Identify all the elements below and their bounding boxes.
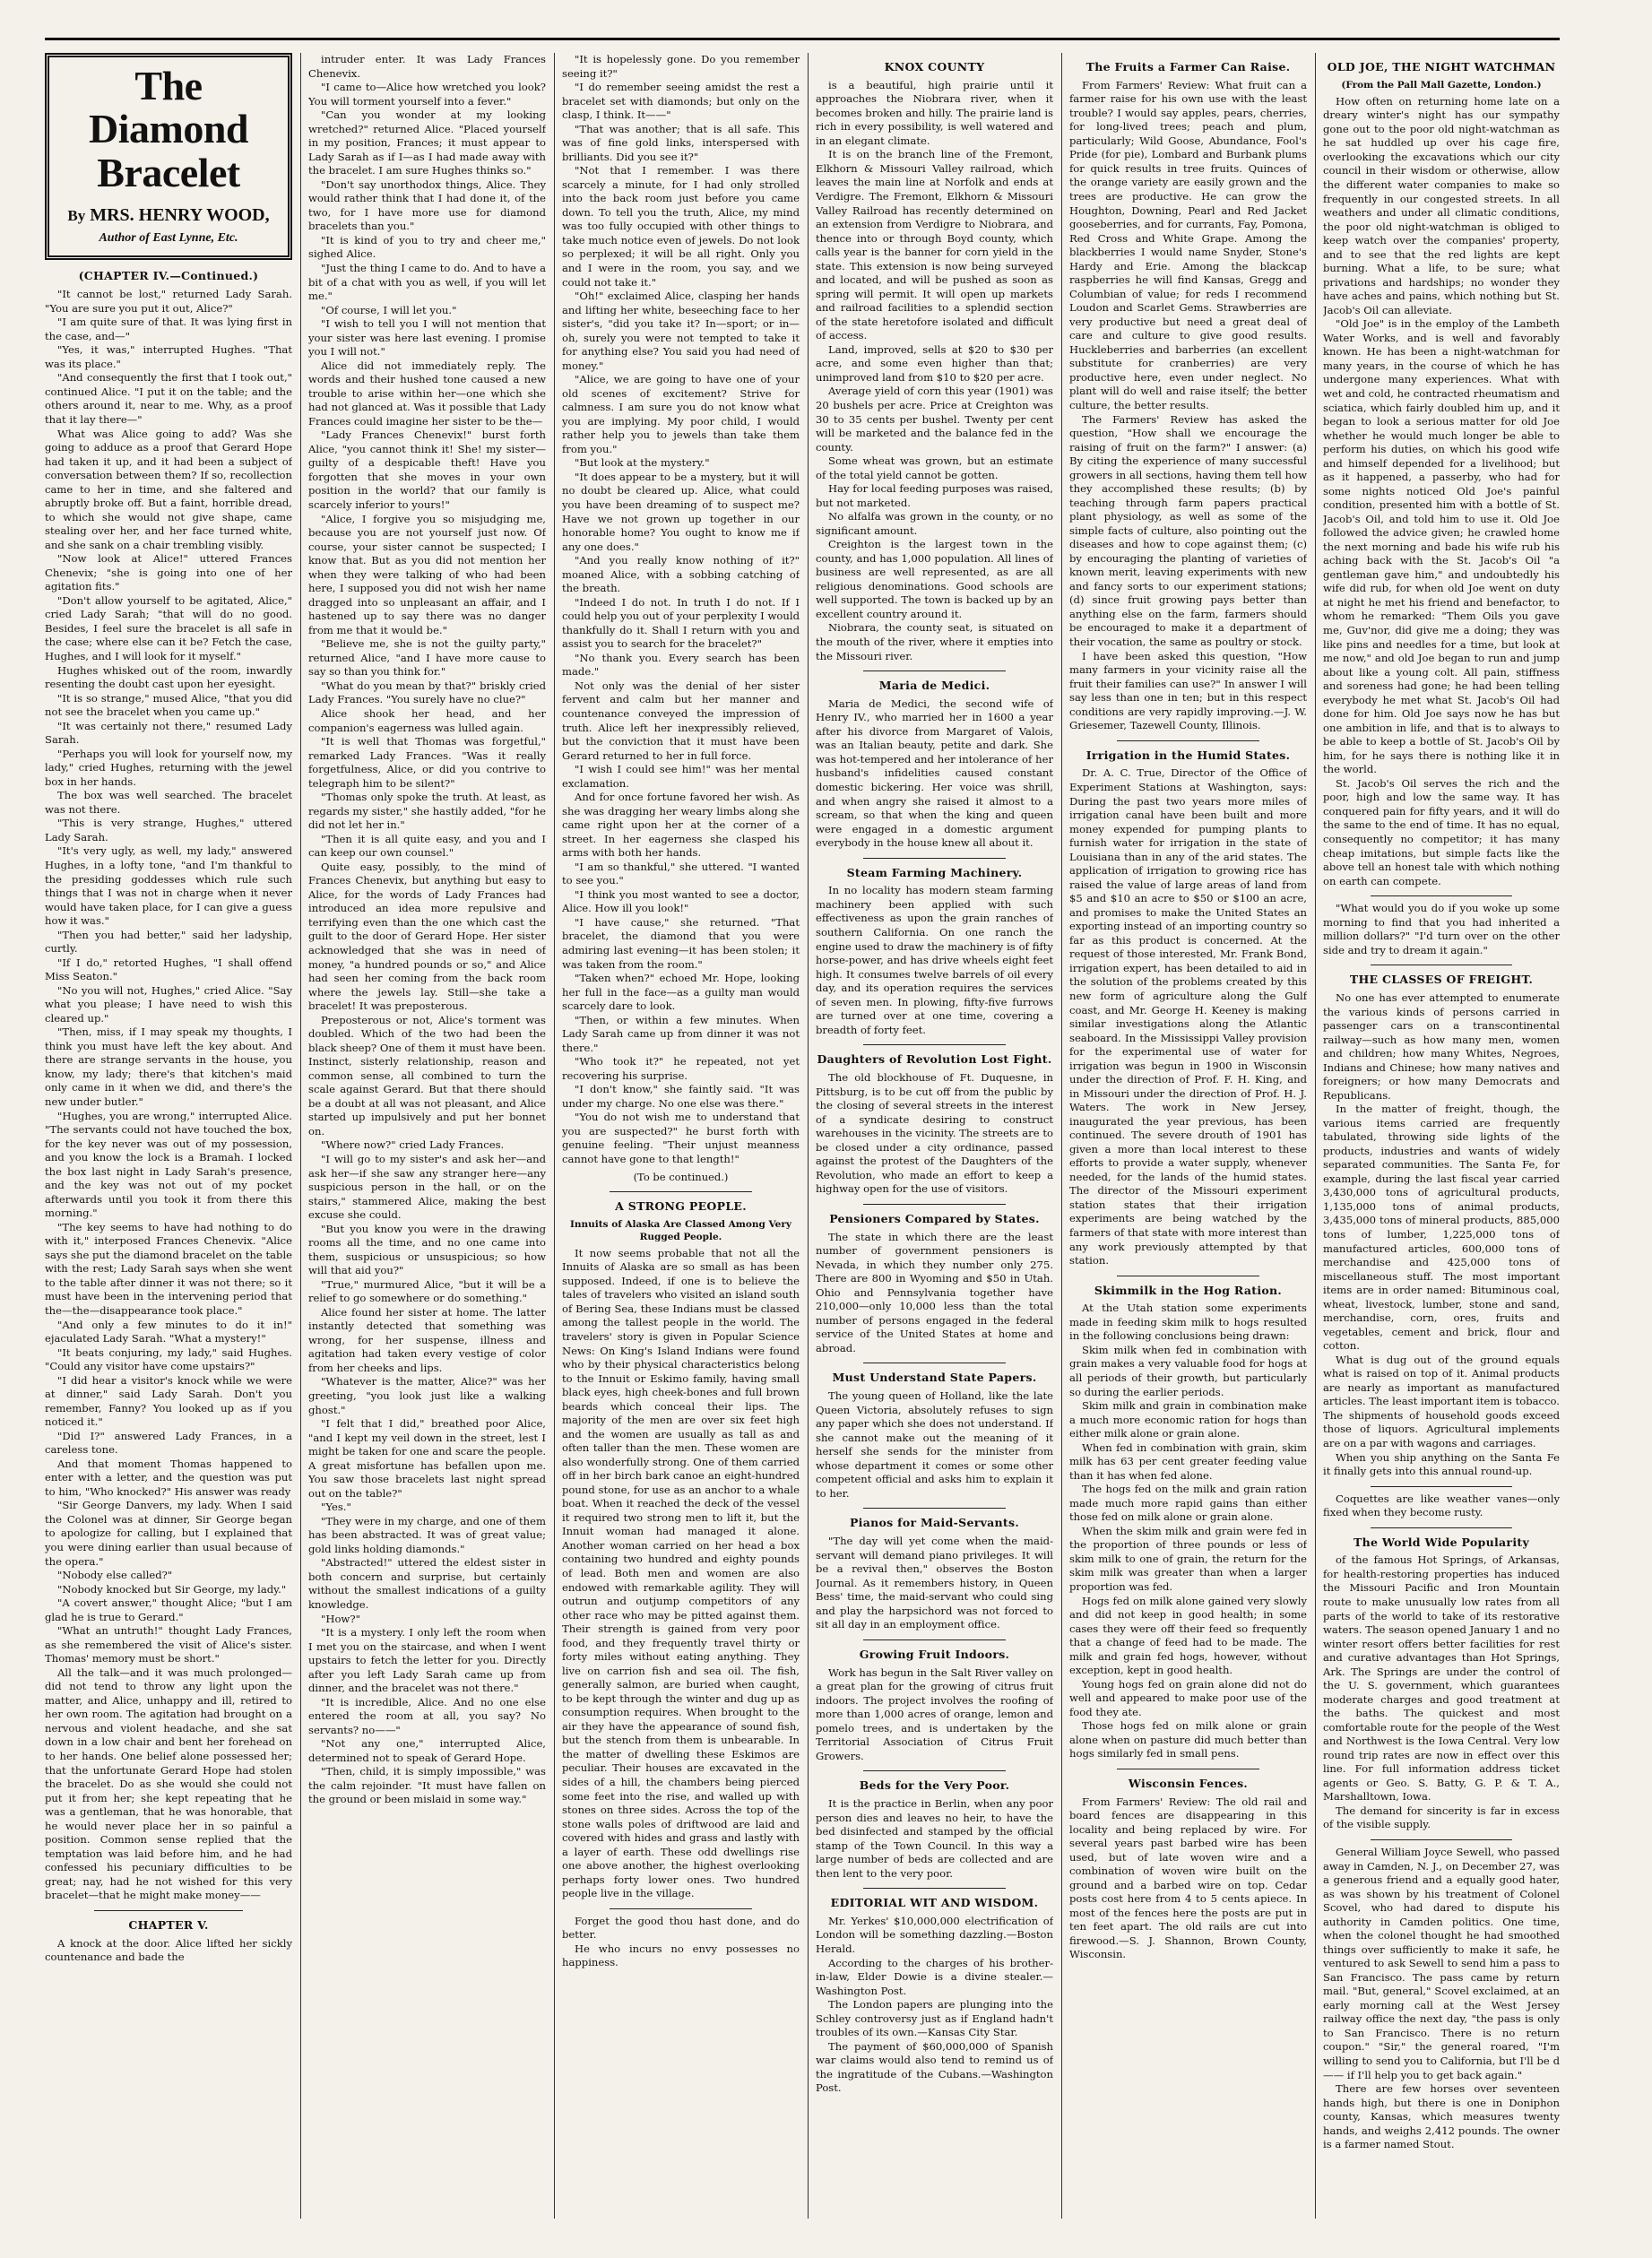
paragraph: "I have cause," she returned. "That bracelet, the diamond that you were admiring last evening—it has been stolen; it was taken from the room." (562, 915, 800, 971)
paragraph: "I think you most wanted to see a doctor, Alice. How ill you look!" (562, 887, 800, 915)
paragraph: Forget the good thou hast done, and do better. (562, 1914, 800, 1942)
paragraph: "I do remember seeing amidst the rest a bracelet set with diamonds; but only on the clasp, I think. It——" (562, 81, 800, 122)
article-heading: Beds for the Very Poor. (859, 1778, 1010, 1793)
paragraph: "It is a mystery. I only left the room when I met you on the staircase, and when I went upstairs to fetch the letter for you. Directly after you left Lady Sarah came up from dinner, and the bracelet was not there." (308, 1626, 546, 1695)
paragraph: "It cannot be lost," returned Lady Sarah. "You are sure you put it out, Alice?" (45, 288, 292, 315)
paragraph: Creighton is the largest town in the county, and has 1,000 population. All lines of business are well represented, as are all religious denominations. Good schools are well supported. The town is backed up by an excellent country around it. (816, 538, 1053, 620)
paragraph: "Then it is all quite easy, and you and I can keep our own counsel." (308, 832, 546, 860)
article-separator (610, 1191, 752, 1192)
paragraph: "I am so thankful," she uttered. "I wanted to see you." (562, 860, 800, 887)
paragraph: And for once fortune favored her wish. As she was dragging her weary limbs along she came right upon her at the corner of a street. In her eagerness she clasped his arms with both her hands. (562, 791, 800, 860)
paragraph: "It is hopelessly gone. Do you remember seeing it?" (562, 53, 800, 80)
paragraph: "No thank you. Every search has been made." (562, 651, 800, 679)
paragraph: Hughes whisked out of the room, inwardly resenting the doubt cast upon her eyesight. (45, 663, 292, 691)
paragraph: Some wheat was grown, but an estimate of the total yield cannot be gotten. (816, 454, 1053, 481)
column-6-body (1323, 60, 1560, 2152)
paragraph: "Nobody knocked but Sir George, my lady." (57, 1582, 287, 1596)
paragraph: "Then, miss, if I may speak my thoughts, I think you must have left the key about. And there are strange servants in the house, you know, my lady; there's that kitchen's maid only came in it when we did, and there's the new under butler." (45, 1025, 292, 1108)
paragraph: "It's very ugly, as well, my lady," answered Hughes, in a lofty tone, "and I'm thankful to the presiding goddesses which rule such things that I was not in charge when it never would have taken place, for I can give a guess how it was." (45, 844, 292, 928)
article-separator (1371, 1486, 1512, 1487)
paragraph: "I am quite sure of that. It was lying first in the case, and—" (45, 316, 292, 342)
paragraph: "I came to—Alice how wretched you look? You will torment yourself into a fever." (308, 81, 546, 108)
article-heading: EDITORIAL WIT AND WISDOM. (830, 1896, 1039, 1910)
paragraph: No one has ever attempted to enumerate the various kinds of persons carried in passenger cars on a transcontinental railway—such as how many men, women and children; how many Whites, Negroes, Indians and Chinese; how many natives and foreigners; or how many Democrats and Republicans. (1323, 991, 1560, 1102)
paragraph: "I felt that I did," breathed poor Alice, "and I kept my veil down in the street, lest I might be taken for one and scare the people. A great misfortune has befallen upon me. You saw those bracelets last night spread out on the table?" (308, 1417, 546, 1500)
paragraph: "It does appear to be a mystery, but it will no doubt be cleared up. Alice, what could you have been dreaming of to suspect me? Have we not grown up together in our honorable home? You ought to know me if any one does." (562, 470, 800, 553)
paragraph: The demand for sincerity is far in excess of the visible supply. (1323, 1804, 1560, 1831)
paragraph: "That was another; that is all safe. This was of fine gold links, interspersed with brilliants. Did you see it?" (562, 122, 800, 163)
paragraph: Young hogs fed on grain alone did not do well and appeared to make poor use of the food they ate. (1069, 1677, 1307, 1718)
article-heading: The Fruits a Farmer Can Raise. (1085, 60, 1291, 74)
paragraph: "Whatever is the matter, Alice?" was her greeting, "you look just like a walking ghost." (308, 1375, 546, 1416)
article-separator (863, 1770, 1006, 1771)
paragraph: At the Utah station some experiments made in feeding skim milk to hogs resulted in the following conclusions being drawn: (1069, 1302, 1307, 1343)
article-separator (863, 1204, 1006, 1205)
paragraph: "But you know you were in the drawing rooms all the time, and no one came into them, suspicious or unsuspicious; so how will that aid you?" (308, 1222, 546, 1277)
paragraph: "A covert answer," thought Alice; "but I am glad he is true to Gerard." (45, 1596, 292, 1623)
article-heading: The World Wide Popularity (1353, 1535, 1530, 1549)
paragraph: According to the charges of his brother-in-law, Elder Dowie is a divine stealer.—Washington Post. (816, 1956, 1053, 1997)
paragraph: Work has begun in the Salt River valley on a great plan for the growing of citrus fruit indoors. The project involves the roofing of more than 1,000 acres of orange, lemon and pomelo trees, and is undertaken by the Territorial Association of Citrus Fruit Growers. (816, 1665, 1053, 1762)
paragraph: intruder enter. It was Lady Frances Chenevix. (308, 53, 546, 80)
continued-note: (To be continued.) (633, 1170, 729, 1183)
paragraph: "Don't allow yourself to be agitated, Alice," cried Lady Sarah; "that will do no good. Besides, I feel sure the bracelet is all safe in the case; where else can it be? Fetch the case, Hughes, and I will look for it myself." (45, 593, 292, 662)
paragraph: "True," murmured Alice, "but it will be a relief to go somewhere or do something." (308, 1277, 546, 1305)
paragraph: Preposterous or not, Alice's torment was doubled. Which of the two had been the black sheep? One of them it must have been. Instinct, sisterly relationship, reason and common sense, all combined to turn the scale against Gerard. But that there should be a doubt at all was not pleasant, and Alice started up impulsively and put her bonnet on. (308, 1013, 546, 1138)
paragraph: "I did hear a visitor's knock while we were at dinner," said Lady Sarah. Don't you remember, Fanny? You looked up as if you noticed it." (45, 1373, 292, 1429)
paragraph: "Alice, we are going to have one of your old scenes of excitement? Strive for calmness. I am sure you do not know what you are implying. My poor child, I would rather help you to jewels than take them from you." (562, 373, 800, 455)
paragraph: "Yes, it was," interrupted Hughes. "That was its place." (45, 343, 292, 370)
paragraph: The payment of $60,000,000 of Spanish war claims would also tend to remind us of the ingratitude of the Cubans.—Washington Post. (816, 2039, 1053, 2095)
paragraph: "Believe me, she is not the guilty party," returned Alice, "and I have more cause to say so than you think for." (308, 637, 546, 679)
paragraph: When you ship anything on the Santa Fe it finally gets into this annual round-up. (1323, 1450, 1560, 1478)
article-separator (1371, 1839, 1512, 1840)
paragraph: Mr. Yerkes' $10,000,000 electrification of London will be something dazzling.—Boston Herald. (816, 1914, 1053, 1955)
article-subheading: Innuits of Alaska Are Classed Among Very Rugged People. (569, 1218, 792, 1242)
column-6 (1323, 53, 1560, 2219)
paragraph: "Old Joe" is in the employ of the Lambeth Water Works, and is well and favorably known. He has been a night-watchman for many years, in the course of which he has undergone many experiences. What with wet and cold, he contracted rheumatism and sciatica, which fairly doubled him up, and it began to look a serious matter for old Joe whether he would much longer be able to perform his duties, on which his good wife and himself depended for a livelihood; but as it happened, a passerby, who had for some nights noticed Old Joe's painful condition, presented him with a bottle of St. Jacob's Oil, and told him to use it. Old Joe followed the advice given; he crawled home the next morning and bade his wife rub his aching back with the St. Jacob's Oil "a gentleman gave him," and undoubtedly his wife did rub, for when old Joe went on duty at night he met his friend and benefactor, to whom he remarked: "Them Oils you gave me, Guv'nor, did give me a doing; they was like pins and needles for a time, but look at me now," and old Joe began to run and jump about like a young colt. All pain, stiffness and soreness had gone; he had been telling everybody he met what St. Jacob's Oil had done for him. Old Joe says now he has but one ambition in life, and that is to always to be able to keep a bottle of St. Jacob's Oil by him, for he says there is nothing like it in the world. (1323, 317, 1560, 776)
paragraph: "It beats conjuring, my lady," said Hughes. "Could any visitor have come upstairs?" (45, 1345, 292, 1373)
paragraph: "The key seems to have had nothing to do with it," interposed Frances Chenevix. "Alice says she put the diamond bracelet on the table with the rest; Lady Sarah says when she went to the table after dinner it was not there; so it must have been in the intervening period that the—the—disappearance took place." (45, 1220, 292, 1317)
column-4 (816, 53, 1053, 2219)
paragraph: "Sir George Danvers, my lady. When I said the Colonel was at dinner, Sir George began to apologize for calling, but I explained that you were dining earlier than usual because of the opera." (45, 1499, 292, 1568)
paragraph: Hogs fed on milk alone gained very slowly and did not keep in good health; in some cases they were off their feed so frequently that a change of feed had to be made. The milk and grain fed hogs, however, without exception, kept in good health. (1069, 1594, 1307, 1677)
paragraph: "Then, child, it is simply impossible," was the calm rejoinder. "It must have fallen on the ground or been mislaid in some way." (308, 1765, 546, 1806)
byline-author: MRS. HENRY WOOD, (90, 204, 270, 225)
column-1 (45, 53, 292, 2219)
paragraph: Land, improved, sells at $20 to $30 per acre, and some even higher than that; unimproved land from $10 to $20 per acre. (816, 342, 1053, 384)
paragraph: "Not that I remember. I was there scarcely a minute, for I had only strolled into the back room just before you came down. To tell you the truth, Alice, my mind was too fully occupied with other things to take much notice even of jewels. Do not look so perplexed; it will be all right. Only you and I were in the room, you say, and we could not take it." (562, 164, 800, 289)
article-subheading: (From the Pall Mall Gazette, London.) (1341, 79, 1542, 91)
paragraph: Skim milk and grain in combination make a much more economic ration for hogs than either milk alone or grain alone. (1069, 1399, 1307, 1440)
paragraph: "It is well that Thomas was forgetful," remarked Lady Frances. "Was it really forgetfulness, Alice, or did you contrive to telegraph him to be silent?" (308, 735, 546, 790)
paragraph: "Oh!" exclaimed Alice, clasping her hands and lifting her white, beseeching face to her sister's, "did you take it? In—sport; or in—oh, surely you were not tempted to take it for anything else? You said you had need of money." (562, 290, 800, 372)
paragraph: What was Alice going to add? Was she going to adduce as a proof that Gerard Hope had taken it up, and it had been a subject of conversation between them? If so, recollection came to her in time, and she faltered and abruptly broke off. But a faint, horrible dread, to which she would not give shape, came stealing over her, and her face turned white, and she sank on a chair trembling visibly. (45, 427, 292, 551)
paragraph: Dr. A. C. True, Director of the Office of Experiment Stations at Washington, says: During the past two years more miles of irrigation canal have been built and more money expended for pumping plants to furnish water for irrigation in the state of Louisiana than in any of the arid states. The application of irrigation to growing rice has raised the value of large areas of land from $5 and $10 an acre to $50 or $100 an acre, and promises to make the United States an exporting instead of an importing country so far as this product is concerned. At the request of those interested, Mr. Frank Bond, irrigation expert, has been detailed to aid in the solution of the problems created by this new form of agriculture along the Gulf coast, and Mr. George H. Keeney is making similar investigations along the Atlantic seaboard. In the Mississippi Valley provision for the experimental use of water for irrigation was begun in 1900 in Wisconsin under the direction of Prof. F. H. King, and in Missouri under the direction of Prof. H. J. Waters. The work in New Jersey, inaugurated the year previous, has been continued. The severe drouth of 1901 has given a more than local interest to these efforts to provide a water supply, whenever needed, for the lands of the humid states. The director of the Missouri experiment station states that their irrigation experiments are being watched by the farmers of that state with more interest than any work previously attempted by that station. (1069, 766, 1307, 1267)
column-rule (808, 53, 809, 2219)
column-5-body (1069, 60, 1307, 1962)
article-separator (863, 1508, 1006, 1509)
byline (55, 203, 282, 228)
paragraph: "Perhaps you will look for yourself now, my lady," cried Hughes, returning with the jewel box in her hands. (45, 747, 292, 788)
paragraph: Coquettes are like weather vanes—only fixed when they become rusty. (1323, 1492, 1560, 1519)
column-1-body (45, 269, 292, 1964)
paragraph: "Thomas only spoke the truth. At least, as regards my sister," she hastily added, "for he did not let her in." (308, 791, 546, 832)
paragraph: "Where now?" cried Lady Frances. (321, 1138, 505, 1152)
paragraph: Not only was the denial of her sister fervent and calm but her manner and countenance conveyed the impression of truth. Alice left her inexpressibly relieved, but the conviction that it must have been Gerard returned to her in full force. (562, 679, 800, 762)
article-heading: Pensioners Compared by States. (829, 1211, 1040, 1225)
column-2 (308, 53, 546, 2219)
article-separator (94, 1910, 243, 1911)
paragraph: "Can you wonder at my looking wretched?" returned Alice. "Placed yourself in my position, Frances; it must appear to Lady Sarah as if I—as I had made away with the bracelet. I am sure Hughes thinks so." (308, 108, 546, 177)
article-heading: Steam Farming Machinery. (846, 865, 1023, 879)
byline-prefix: By (67, 206, 86, 224)
article-separator (610, 1908, 752, 1909)
paragraph: "How?" (321, 1612, 360, 1625)
paragraph: "But look at the mystery." (575, 456, 710, 470)
column-rule (1315, 53, 1316, 2219)
paragraph: "I don't know," she faintly said. "It was under my charge. No one else was there." (562, 1083, 800, 1110)
paragraph: The box was well searched. The bracelet was not there. (45, 789, 292, 816)
paragraph: "Abstracted!" uttered the eldest sister in both concern and surprise, but certainly without the smallest indications of a guilty knowledge. (308, 1556, 546, 1611)
paragraph: It now seems probable that not all the Innuits of Alaska are so small as has been supposed. Indeed, if one is to believe the tales of travelers who visited an island south of Bering Sea, these Indians must be classed among the tallest people in the world. The travelers' story is given in Popular Science News: On King's Island Indians were found who by their physical characteristics belong to the Innuit or Eskimo family, having small black eyes, high cheek-bones and full brown beards which conceal their lips. The majority of the men are over six feet high and the women are usually as tall as and often taller than the men. These women are also wonderfully strong. One of them carried off in her birch bark canoe an eight-hundred pound stone, for use as an anchor to a whale boat. When it reached the deck of the vessel it required two strong men to lift it, but the Innuit woman had managed it alone. Another woman carried on her head a box containing two hundred and eighty pounds of lead. Both men and women are also endowed with remarkable agility. They will outrun and outjump competitors of any other race who may be pitted against them. Their strength is gained from very poor food, and they frequently travel thirty or forty miles without eating anything. They live on carrion fish and sea oil. The fish, generally salmon, are buried when caught, to be kept through the winter and dug up as consumption requires. When brought to the air they have the appearance of sound fish, but the stench from them is unbearable. In the matter of dwelling these Eskimos are peculiar. Their houses are excavated in the sides of a hill, the chambers being pierced some feet into the rise, and walled up with stones on three sides. Across the top of the stone walls poles of driftwood are laid and covered with hides and grass and lastly with a layer of earth. These odd dwellings rise one above another, the highest overlooking perhaps forty lower ones. Two hundred people live in the village. (562, 1246, 800, 1900)
paragraph: Maria de Medici, the second wife of Henry IV., who married her in 1600 a year after his divorce from Margaret of Valois, was an Italian beauty, petite and dark. She was hot-tempered and her intolerance of her husband's infidelities caused constant domestic bickering. Her voice was shrill, and when angry she raised it almost to a scream, so that when the king and queen were engaged in a domestic argument everybody in the house knew all about it. (816, 696, 1053, 850)
paragraph: Those hogs fed on milk alone or grain alone when on pasture did much better than hogs similarly fed in small pens. (1069, 1719, 1307, 1761)
column-5 (1069, 53, 1307, 2219)
article-heading: CHAPTER V. (128, 1917, 209, 1932)
paragraph: "Then you had better," said her ladyship, curtly. (45, 928, 292, 956)
paragraph: "Did I?" answered Lady Frances, in a careless tone. (45, 1429, 292, 1457)
paragraph: From Farmers' Review: The old rail and board fences are disappearing in this locality and being replaced by wire. For several years past barbed wire has been used, but of late woven wire and a combination of woven wire built on the ground and a barbed wire on top. Cedar posts cost here from 4 to 5 cents apiece. In most of the fences here the posts are put in ten feet apart. The old rails are cut into firewood.—S. J. Shannon, Brown County, Wisconsin. (1069, 1795, 1307, 1961)
paragraph: "Lady Frances Chenevix!" burst forth Alice, "you cannot think it! She! my sister—guilty of a despicable theft! Have you forgotten that she moves in your own position in the world? that our family is scarcely inferior to yours!" (308, 428, 546, 511)
paragraph: "It is kind of you to try and cheer me," sighed Alice. (308, 233, 546, 261)
paragraph: Average yield of corn this year (1901) was 20 bushels per acre. Price at Creighton was 30 to 35 cents per bushel. Twenty per cent will be marketed and the balance fed in the county. (816, 385, 1053, 454)
article-separator (1371, 895, 1512, 896)
paragraph: "This is very strange, Hughes," uttered Lady Sarah. (45, 817, 292, 844)
paragraph: "Nobody else called?" (57, 1569, 173, 1582)
column-2-body (308, 53, 546, 1807)
paragraph: The old blockhouse of Ft. Duquesne, in Pittsburg, is to be cut off from the public by the closing of several streets in the interest of a syndicate desiring to construct warehouses in the vicinity. The streets are to be closed under a city ordinance, passed against the protest of the Daughters of the Revolution, who made an effort to keep a highway open for the use of visitors. (816, 1071, 1053, 1196)
paragraph: In no locality has modern steam farming machinery been applied with such effectiveness as upon the grain ranches of southern California. On one ranch the engine used to draw the machinery is of fifty horse-power, and has drive wheels eight feet high. It consumes twelve barrels of oil every day, and its operation requires the services of seven men. In plowing, fifty-five furrows are turned over at one time, covering a breadth of forty feet. (816, 884, 1053, 1036)
story-title: The Diamond Bracelet (89, 63, 248, 195)
paragraph: "And you really know nothing of it?" moaned Alice, with a sobbing catching of the breath. (562, 554, 800, 595)
article-separator (863, 1888, 1006, 1889)
paragraph: "Not any one," interrupted Alice, determined not to speak of Gerard Hope. (308, 1737, 546, 1764)
paragraph: "Now look at Alice!" uttered Frances Chenevix; "she is going into one of her agitation fits." (45, 552, 292, 593)
article-heading: Irrigation in the Humid States. (1085, 748, 1291, 762)
paragraph: "Who took it?" he repeated, not yet recovering his surprise. (562, 1055, 800, 1082)
paragraph: The state in which there are the least number of government pensioners is Nevada, in which they number only 275. There are 800 in Wyoming and $50 in Utah. Ohio and Pennsylvania together have 210,000—only 10,000 less than the total number of persons engaged in the federal service of the United States at home and abroad. (816, 1230, 1053, 1354)
story-header (45, 53, 292, 260)
paragraph: "If I do," retorted Hughes, "I shall offend Miss Seaton." (45, 956, 292, 983)
article-separator (863, 1044, 1006, 1045)
paragraph: "Just the thing I came to do. And to have a bit of a chat with you as well, if you will let me." (308, 261, 546, 303)
paragraph: "Hughes, you are wrong," interrupted Alice. "The servants could not have touched the box, for the key never was out of my possession, and you know the lock is a Bramah. I locked the box last night in Lady Sarah's presence, and the key was not out of my pocket afterwards until you took it from there this morning." (45, 1109, 292, 1220)
paragraph: The hogs fed on the milk and grain ration made much more rapid gains than either those fed on milk alone or grain alone. (1069, 1483, 1307, 1524)
paragraph: In the matter of freight, though, the various items carried are frequently tabulated, throwing side lights of the products, industries and wants of widely separated communities. The Santa Fe, for example, during the last fiscal year carried 3,430,000 tons of agricultural products, 1,135,000 tons of animal products, 3,435,000 tons of mineral products, 885,000 tons of lumber, 1,225,000 tons of manufactured articles, 600,000 tons of merchandise and 425,000 tons of miscellaneous stuff. The most important items are in order named: Bituminous coal, wheat, livestock, lumber, stone and sand, merchandise, corn, ores, fruits and vegetables, cement and brick, flour and cotton. (1323, 1103, 1560, 1353)
column-rule (554, 53, 555, 2219)
column-rule (1061, 53, 1062, 2219)
column-3-body (562, 53, 800, 1970)
paragraph: "What do you mean by that?" briskly cried Lady Frances. "You surely have no clue?" (308, 679, 546, 706)
paragraph: He who incurs no envy possesses no happiness. (562, 1942, 800, 1969)
paragraph: A knock at the door. Alice lifted her sickly countenance and bade the (45, 1936, 292, 1964)
paragraph: It is the practice in Berlin, when any poor person dies and leaves no heir, to have the bed disinfected and stamped by the official stamp of the Town Council. In this way a large number of beds are collected and are then lent to the very poor. (816, 1797, 1053, 1880)
paragraph: "The day will yet come when the maid-servant will demand piano privileges. It will be a revival then," observes the Boston Journal. As it remembers history, in Queen Bess' time, the maid-servant who could sing and play the harpsichord was not forced to sit all day in an employment office. (816, 1535, 1053, 1631)
paragraph: "And consequently the first that I took out," continued Alice. "I put it on the table; and the others around it, near to me. Why, as a proof that it lay there—" (45, 371, 292, 426)
article-heading: KNOX COUNTY (884, 60, 985, 74)
article-heading: (CHAPTER IV.—Continued.) (78, 269, 259, 283)
paragraph: Alice did not immediately reply. The words and their hushed tone caused a new trouble to arise within her—one which she had not glanced at. Was it possible that Lady Frances could imagine her sister to be the— (308, 359, 546, 428)
paragraph: "Of course, I will let you." (321, 303, 457, 316)
article-heading: THE CLASSES OF FREIGHT. (1349, 973, 1534, 987)
paragraph: "Taken when?" echoed Mr. Hope, looking her full in the face—as a guilty man would scarcely dare to look. (562, 972, 800, 1013)
article-heading: Skimmilk in the Hog Ration. (1094, 1283, 1283, 1297)
article-heading: Growing Fruit Indoors. (859, 1647, 1010, 1661)
paragraph: From Farmers' Review: What fruit can a farmer raise for his own use with the least trouble? I would say apples, pears, cherries, for long-lived trees; peach and plum, particularly; Wild Goose, Abundance, Fool's Pride (for pie), Lombard and Burbank plums for quick results in tree fruits. Quinces of the orange variety are easily grown and the trees are productive. He can grow the Houghton, Downing, Pearl and Red Jacket gooseberries, and for currants, Fay, Pomona, Red Cross and White Grape. Among the blackberries I would name Snyder, Stone's Hardy and Erie. Among the blackcap raspberries he will find Kansas, Gregg and Columbian of value; for reds I recommend Loudon and Scarlet Gems. Strawberries are very productive but need a great deal of care and culture to give good results. Huckleberries and barberries (an excellent substitute for cranberries) are very productive here, even under neglect. No plant will do well and raise itself; the better culture, the better results. (1069, 78, 1307, 411)
paragraph: When the skim milk and grain were fed in the proportion of three pounds or less of skim milk to one of grain, the return for the skim milk was greater than when a larger proportion was fed. (1069, 1524, 1307, 1593)
paragraph: "I will go to my sister's and ask her—and ask her—if she saw any stranger here—any suspicious person in the hall, or on the stairs," stammered Alice, making the best excuse she could. (308, 1152, 546, 1222)
paragraph: is a beautiful, high prairie until it approaches the Niobrara river, when it becomes broken and hilly. The prairie land is rich in every possibility, is well watered and in an elegant climate. (816, 78, 1053, 147)
paragraph: "Alice, I forgive you so misjudging me, because you are not yourself just now. Of course, your sister cannot be suspected; I know that. But as you did not mention her when they were talking of who had been here, I supposed you did not wish her name dragged into so unpleasant an affair, and I hastened up to say there was no danger from me that it would be." (308, 512, 546, 636)
paragraph: "What an untruth!" thought Lady Frances, as she remembered the visit of Alice's sister. Thomas' memory must be short." (45, 1624, 292, 1665)
paragraph: "It is so strange," mused Alice, "that you did not see the bracelet when you came up." (45, 691, 292, 719)
paragraph: "You do not wish me to understand that you are suspected?" he burst forth with genuine feeling. "Their unjust meanness cannot have gone to that length!" (562, 1111, 800, 1165)
column-rule (300, 53, 301, 2219)
article-heading: Pianos for Maid-Servants. (849, 1516, 1019, 1530)
paragraph: "Indeed I do not. In truth I do not. If I could help you out of your perplexity I would thankfully do it. Shall I return with you and assist you to search for the bracelet?" (562, 595, 800, 651)
article-heading: OLD JOE, THE NIGHT WATCHMAN (1327, 60, 1556, 74)
paragraph: "Then, or within a few minutes. When Lady Sarah came up from dinner it was not there." (562, 1013, 800, 1054)
paragraph: Quite easy, possibly, to the mind of Frances Chenevix, but anything but easy to Alice, for the words of Lady Frances had introduced an idea more repulsive and terrifying even than the one which cast the guilt to the door of Gerard Hope. Her sister acknowledged that she was in need of money, "a hundred pounds or so," and Alice had seen her coming from the back room where the jewels lay. Still—she take a bracelet! It was preposterous. (308, 860, 546, 1013)
paragraph: "And only a few minutes to do it in!" ejaculated Lady Sarah. "What a mystery!" (45, 1318, 292, 1345)
article-heading: Maria de Medici. (878, 679, 990, 693)
paragraph: It is on the branch line of the Fremont, Elkhorn & Missouri Valley railroad, which leaves the main line at Norfolk and ends at Verdigre. The Fremont, Elkhorn & Missouri Valley Railroad has recently determined on an extension from Verdigre to Niobrara, and thence into or through Boyd county, which calls year is the banner for corn yield in the state. This extension is now being surveyed and located, and will be pushed as soon as spring will permit. It will open up markets and railroad facilities to a splendid section of the state heretofore isolated and difficult of access. (816, 148, 1053, 342)
paragraph: "They were in my charge, and one of them has been abstracted. It was of great value; gold links holding diamonds." (308, 1514, 546, 1555)
paragraph: Skim milk when fed in combination with grain makes a very valuable food for hogs at all periods of their growth, but particularly so during the earlier periods. (1069, 1343, 1307, 1398)
paragraph: "Don't say unorthodox things, Alice. They would rather think that I had done it, of the two, for I have more use for diamond bracelets than you." (308, 177, 546, 233)
paragraph: When fed in combination with grain, skim milk has 63 per cent greater feeding value than it has when fed alone. (1069, 1440, 1307, 1482)
column-4-body (816, 60, 1053, 2096)
paragraph: "No you will not, Hughes," cried Alice. "Say what you please; I have need to wish this cleared up." (45, 983, 292, 1025)
article-separator (863, 1639, 1006, 1640)
paragraph: The London papers are plunging into the Schley controversy just as if England hadn't troubles of its own.—Kansas City Star. (816, 1998, 1053, 2039)
paragraph: Niobrara, the county seat, is situated on the mouth of the river, where it empties into the Missouri river. (816, 621, 1053, 662)
paragraph: There are few horses over seventeen hands high, but there is one in Doniphon county, Kansas, which measures twenty hands, and weighs 2,412 pounds. The owner is a farmer named Stout. (1323, 2082, 1560, 2151)
paragraph: St. Jacob's Oil serves the rich and the poor, high and low the same way. It has conquered pain for fifty years, and it will do the same to the end of time. It has no equal, consequently no competitor; it has many cheap imitations, but simple facts like the above tell an honest tale with which nothing on earth can compete. (1323, 776, 1560, 887)
paragraph: All the talk—and it was much prolonged—did not tend to throw any light upon the matter, and Alice, unhappy and ill, retired to her own room. The agitation had brought on a nervous and violent headache, and she sat down in a low chair and bent her forehead on to her hands. One belief alone possessed her; that the unfortunate Gerard Hope had stolen the bracelet. Do as she would she could not put it from her; she kept repeating that he was a gentleman, that he was honorable, that he would never place her in so painful a position. Common sense replied that the temptation was laid before him, and he had confessed his pecuniary difficulties to be great; nay, had he not wished for this very bracelet—that he might make money—— (45, 1665, 292, 1902)
article-heading: Wisconsin Fences. (1128, 1776, 1249, 1790)
paragraph: Alice shook her head, and her companion's eagerness was lulled again. (308, 706, 546, 734)
paragraph: The young queen of Holland, like the late Queen Victoria, absolutely refuses to sign any paper which she does not understand. If she cannot make out the meaning of it herself she sends for the minister from whose department it comes or some other competent official and asks him to explain it to her. (816, 1389, 1053, 1500)
article-heading: Daughters of Revolution Lost Fight. (817, 1052, 1052, 1067)
paragraph: "What would you do if you woke up some morning to find that you had inherited a million dollars?" "I'd turn over on the other side and try to dream it again." (1323, 902, 1560, 956)
paragraph: Hay for local feeding purposes was raised, but not marketed. (816, 482, 1053, 509)
article-separator (1371, 1527, 1512, 1528)
column-3 (562, 53, 800, 2219)
paragraph: "It was certainly not there," resumed Lady Sarah. (45, 719, 292, 747)
paragraph: General William Joyce Sewell, who passed away in Camden, N. J., on December 27, was a generous friend and a equally good hater, as was shown by his treatment of Colonel Scovel, who had dared to dispute his authority in Camden politics. One time, when the colonel thought he had smoothed things over sufficiently to make it safe, he ventured to ask Sewell to send him a pass to San Francisco. The pass came by return mail. "But, general," Scovel exclaimed, at an early morning call at the West Jersey railway office the next day, "the pass is only to San Francisco. There is no return coupon." "Sir," the general roared, "I'm willing to send you to California, but I'll be d—— if I'll help you to get back again." (1323, 1846, 1560, 2081)
article-separator (863, 670, 1006, 671)
paragraph: And that moment Thomas happened to enter with a letter, and the question was put to him, "Who knocked?" His answer was ready (45, 1457, 292, 1498)
author-note: Author of East Lynne, Etc. (99, 230, 238, 245)
article-heading: A STRONG PEOPLE. (615, 1198, 747, 1213)
newspaper-page (45, 38, 1560, 2219)
article-separator (863, 858, 1006, 859)
paragraph: What is dug out of the ground equals what is raised on top of it. Animal products are nearly as important as manufactured articles. The least important item is tobacco. The shipments of household goods exceed those of liquors. Agricultural implements are on a par with wagons and carriages. (1323, 1353, 1560, 1449)
paragraph: of the famous Hot Springs, of Arkansas, for health-restoring properties has induced the Missouri Pacific and Iron Mountain route to make unusually low rates from all parts of the world to take of its restorative waters. The season opened January 1 and no winter resort offers better facilities for rest and curative advantages than Hot Springs, Ark. The Springs are under the control of the U. S. government, which guarantees moderate charges and good treatment at the baths. The quickest and most comfortable route for the people of the West and Northwest is the Iowa Central. Very low round trip rates are now in effect over this line. For full information address ticket agents or Geo. S. Batty, G. P. & T. A., Marshalltown, Iowa. (1323, 1553, 1560, 1804)
paragraph: "I wish to tell you I will not mention that your sister was here last evening. I promise you I will not." (308, 317, 546, 359)
paragraph: No alfalfa was grown in the county, or no significant amount. (816, 510, 1053, 537)
paragraph: The Farmers' Review has asked the question, "How shall we encourage the raising of fruit on the farm?" I answer: (a) By citing the experience of many successful growers in all sections, having them tell how they accomplished these results; (b) by teaching through farm papers practical plant physiology, as well as some of the simple facts of culture, also pointing out the diseases and how to cope against them; (c) by encouraging the planting of varieties of known merit, leaving experiments with new and fancy sorts to our experiment stations; (d) since fruit growing pays better than anything else on the farm, farmers should be encouraged to make it a department of their vocation, the same as poultry or stock. (1069, 412, 1307, 648)
paragraph: Alice found her sister at home. The latter instantly detected that something was wrong, for her suspense, illness and agitation had taken every vestige of color from her cheeks and lips. (308, 1305, 546, 1374)
paragraph: I have been asked this question, "How many farmers in your vicinity raise all the fruit their families can use?" In answer I will say less than one in ten; but in this respect conditions are very rapidly improving.—J. W. Griesemer, Tazewell County, Illinois. (1069, 649, 1307, 732)
paragraph: "Yes." (321, 1501, 351, 1514)
article-separator (1117, 740, 1259, 741)
article-heading: Must Understand State Papers. (832, 1371, 1037, 1385)
paragraph: How often on returning home late on a dreary winter's night has our sympathy gone out to the poor old night-watchman as he sat huddled up over his cage fire, overlooking the excavations which our city council in their wisdom or otherwise, allow the different water companies to make so frequently in our congested streets. In all weathers and under all climatic conditions, the poor old night-watchman is obliged to keep watch over the companies' property, and to see that the red lights are kept burning. What a life, to be sure; what privations and hardships; no wonder they have aches and pains, which nothing but St. Jacob's Oil can alleviate. (1323, 94, 1560, 316)
paragraph: "I wish I could see him!" was her mental exclamation. (562, 763, 800, 790)
paragraph: "It is incredible, Alice. And no one else entered the room at all, you say? No servants? no——" (308, 1695, 546, 1736)
